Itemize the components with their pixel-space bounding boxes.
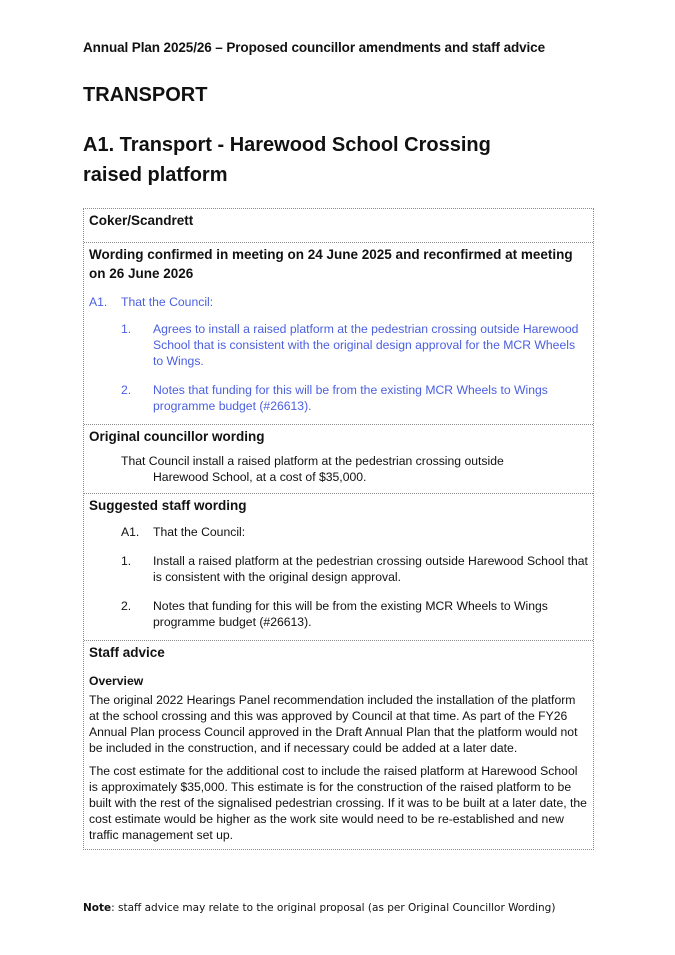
confirmed-motion-intro: [89, 294, 588, 310]
item-number: 1.: [121, 554, 132, 568]
original-text: That Council install a raised platform at the pedestrian crossing outside Harewood School, at a cost of $35,000.: [121, 454, 504, 484]
motion-intro: That the Council:: [153, 525, 246, 539]
item-text: Notes that funding for this will be from the existing MCR Wheels to Wings programme budget (#26613).: [153, 383, 548, 413]
original-wording-row: [84, 424, 593, 493]
movers-row: [84, 209, 593, 242]
overview-heading: Overview: [89, 674, 144, 688]
item-number: 2.: [121, 599, 132, 613]
suggested-item-1: [89, 553, 588, 585]
amendment-table: [83, 208, 594, 850]
note-label: Note: [83, 902, 112, 914]
motion-label: A1.: [121, 525, 140, 539]
running-header: Annual Plan 2025/26 – Proposed councillor amendments and staff advice: [83, 40, 545, 55]
footer-note: [83, 902, 555, 914]
staff-advice-row: [84, 640, 593, 849]
overview-paragraph-1: The original 2022 Hearings Panel recommendation included the installation of the platform at the school crossing and this was approved by Council at that time. As part of the FY26 Annual Plan process Council approved in the Draft Annual Plan that the platform would not be included in the construction, and if necessary could be added at a later date.: [89, 693, 578, 755]
item-title: A1. Transport - Harewood School Crossing raised platform: [83, 134, 491, 186]
movers: Coker/Scandrett: [89, 213, 194, 228]
staff-advice-heading: Staff advice: [89, 645, 165, 660]
suggested-heading: Suggested staff wording: [89, 498, 247, 513]
suggested-wording-row: [84, 493, 593, 640]
note-text: : staff advice may relate to the original proposal (as per Original Councillor Wording): [111, 902, 556, 914]
item-number: 1.: [121, 322, 132, 336]
suggested-motion-intro: [89, 524, 588, 540]
confirmed-heading: Wording confirmed in meeting on 24 June 2025 and reconfirmed at meeting on 26 June 2026: [89, 247, 573, 281]
item-text: Notes that funding for this will be from the existing MCR Wheels to Wings programme budget (#26613).: [153, 599, 548, 629]
motion-label: A1.: [89, 295, 108, 309]
section-title: TRANSPORT: [83, 84, 208, 106]
confirmed-wording-row: [84, 242, 593, 424]
confirmed-item-2: [89, 382, 588, 414]
item-text: Install a raised platform at the pedestrian crossing outside Harewood School that is consistent with the original design approval.: [153, 554, 588, 584]
motion-intro: That the Council:: [121, 295, 214, 309]
overview-paragraph-2: The cost estimate for the additional cost to include the raised platform at Harewood School is approximately $35,000. This estimate is for the construction of the raised platform to be built with the rest of the signalised pedestrian crossing. If it was to be built at a later date, the cost estimate would be higher as the work site would need to be re-established and new traffic management set up.: [89, 764, 587, 842]
original-heading: Original councillor wording: [89, 429, 265, 444]
confirmed-item-1: [89, 321, 588, 369]
suggested-item-2: [89, 598, 588, 630]
item-number: 2.: [121, 383, 132, 397]
item-text: Agrees to install a raised platform at the pedestrian crossing outside Harewood School that is consistent with the original design approval for the MCR Wheels to Wings.: [153, 322, 579, 368]
